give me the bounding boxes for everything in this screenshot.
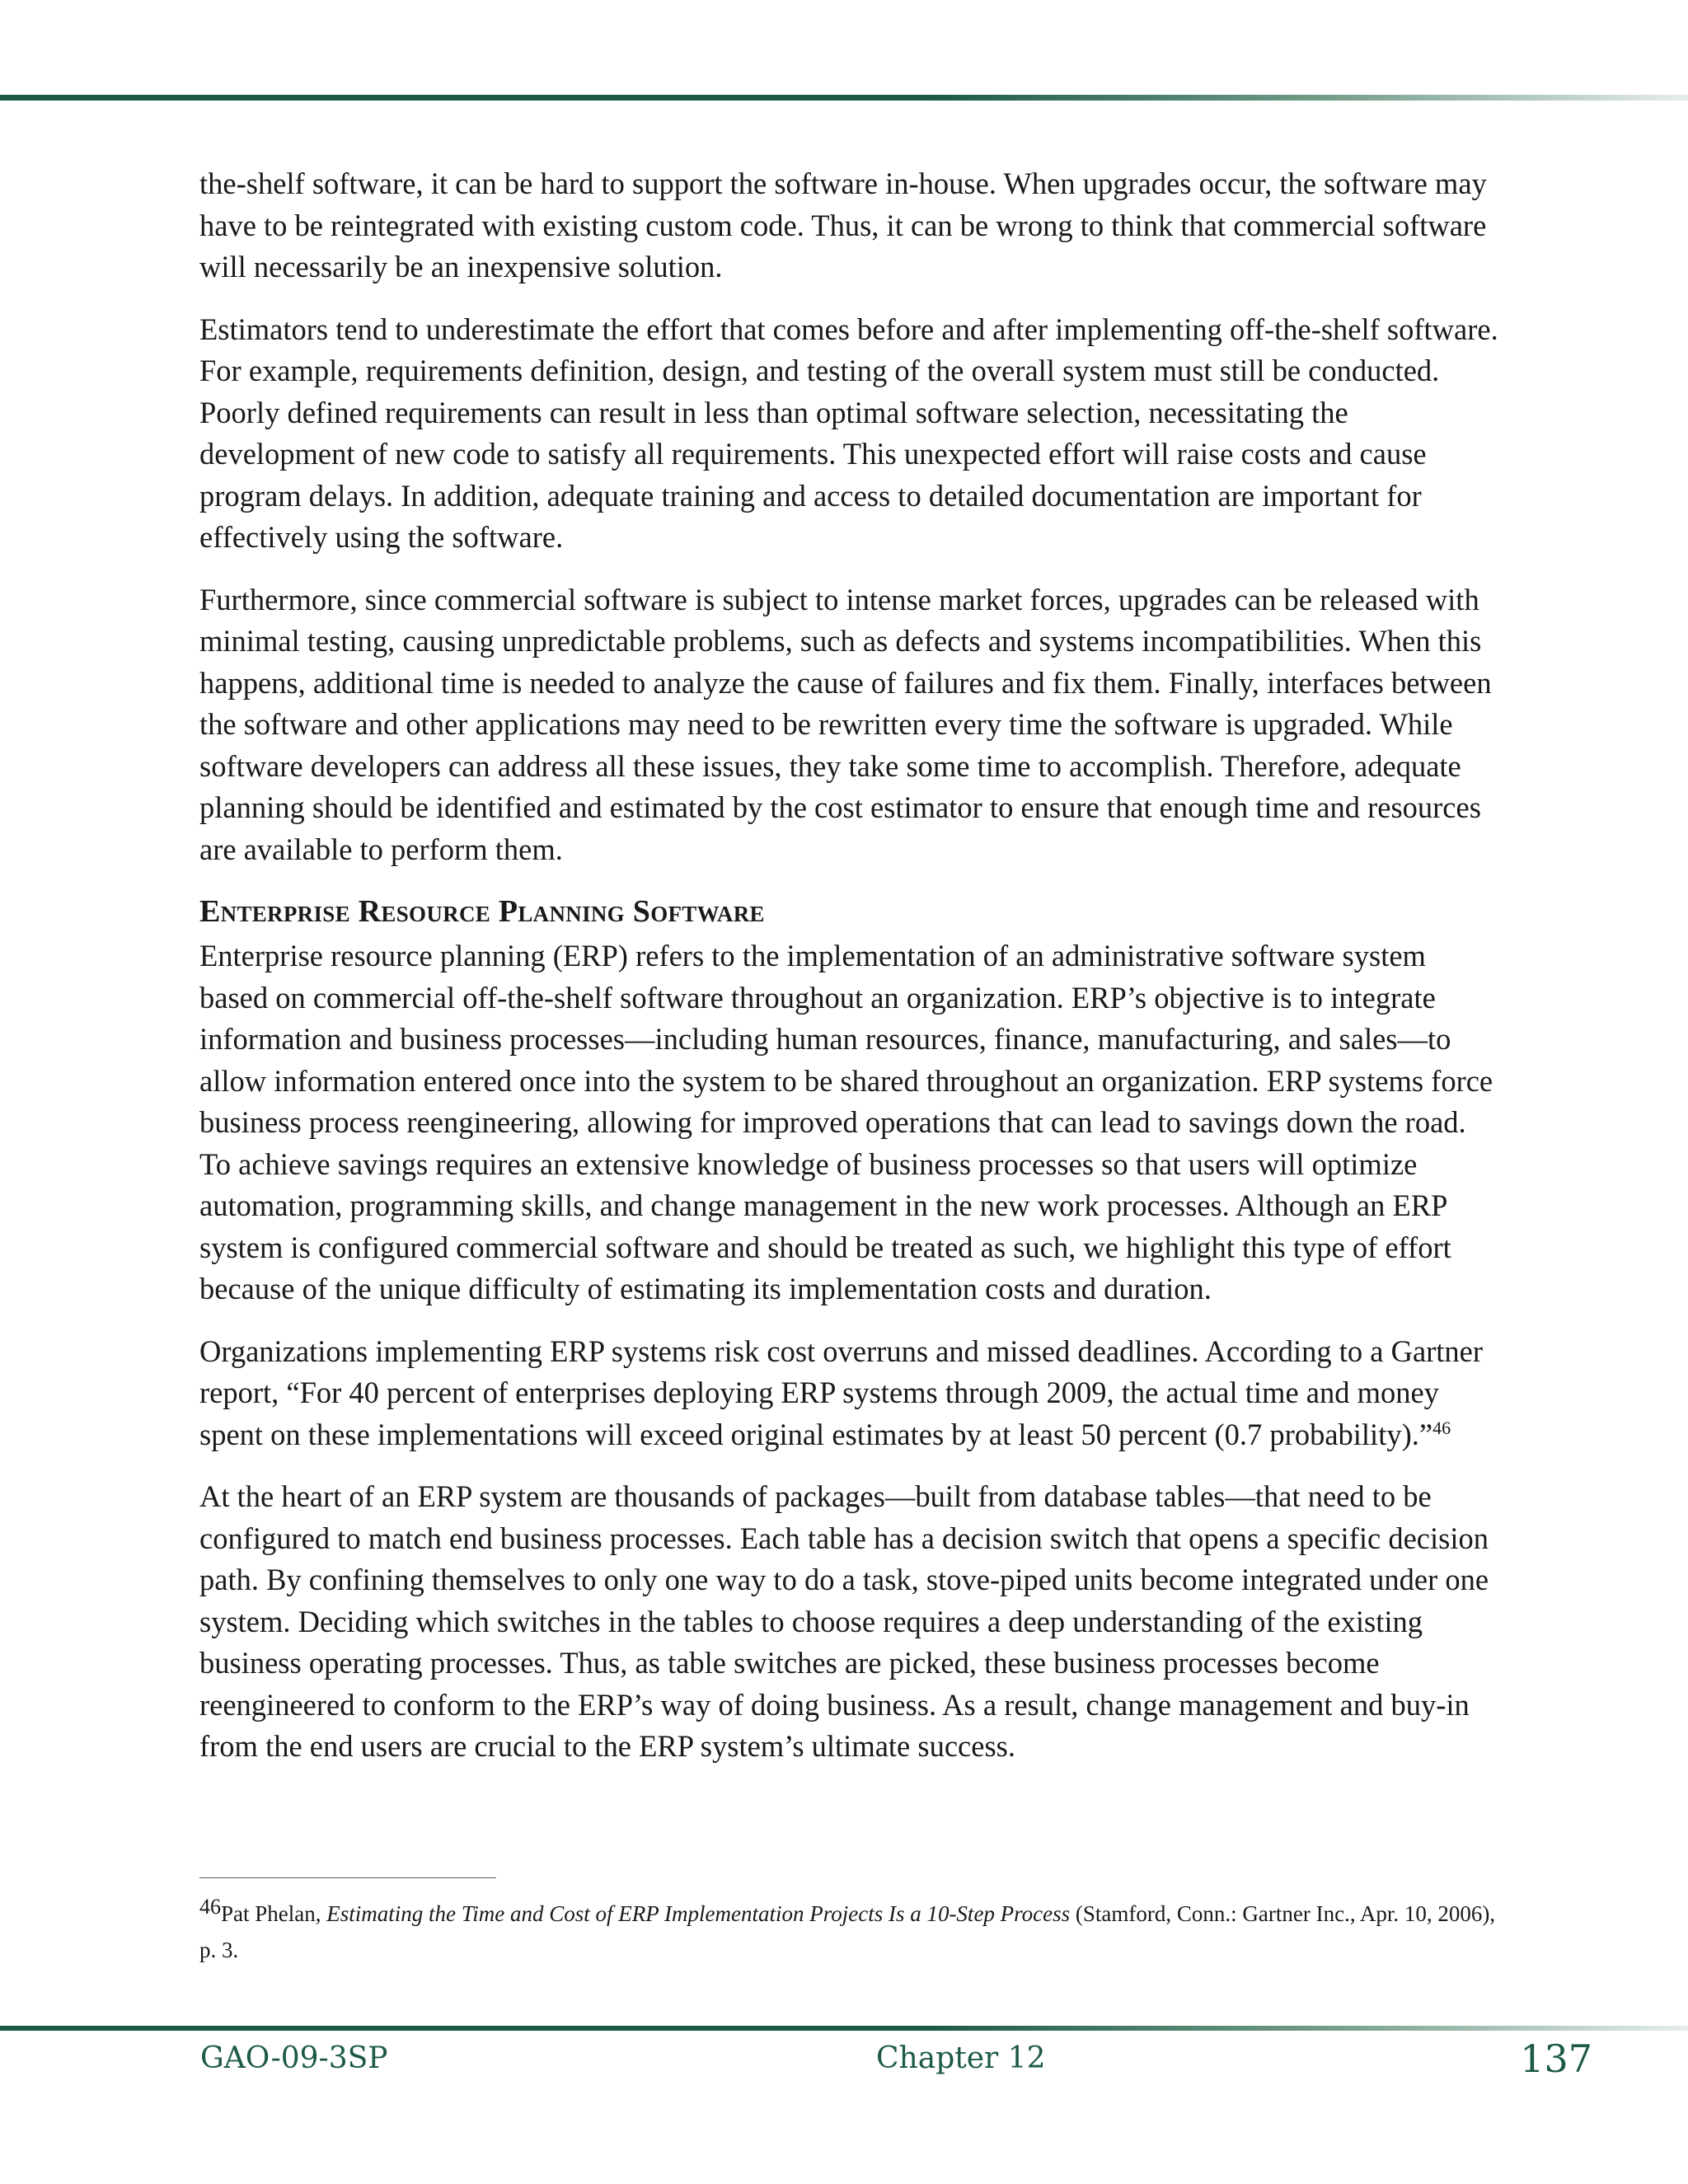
paragraph-5-text: Organizations implementing ERP systems risk cost overruns and missed deadlines. According to a Gartner report, “For 40 percent of enterprises deploying ERP systems through 2009, the actual time and money spent on these implementations will exceed original estimates by at least 50 percent (0.7 probability).” <box>199 1333 1484 1451</box>
footer-rule <box>0 2026 1688 2031</box>
footer-doc-id: GAO-09-3SP <box>200 2041 388 2075</box>
page-body <box>199 163 1502 1788</box>
footnote-author: Pat Phelan, <box>221 1901 327 1926</box>
footnote-reference[interactable]: 46 <box>1432 1417 1451 1438</box>
paragraph-5 <box>199 1331 1502 1456</box>
footer-chapter: Chapter 12 <box>876 2041 1046 2075</box>
footnote-title: Estimating the Time and Cost of ERP Implementation Projects Is a 10-Step Process <box>326 1901 1071 1926</box>
footnote-citation: (Stamford, Conn.: Gartner Inc., Apr. 10, 2006), p. 3. <box>199 1901 1496 1962</box>
footnote <box>199 1896 1502 1968</box>
paragraph-3: Furthermore, since commercial software is subject to intense market forces, upgrades can be released with minimal testing, causing unpredictable problems, such as defects and systems incompatibilities. When this happens, additional time is needed to analyze the cause of failures and fix them. Finally, interfaces between the software and other applications may need to be rewritten every time the software is upgraded. While software developers can address all these issues, they take some time to accomplish. Therefore, adequate planning should be identified and estimated by the cost estimator to ensure that enough time and resources are available to perform them. <box>199 582 1492 866</box>
paragraph-2: Estimators tend to underestimate the effort that comes before and after implementing off-the-shelf software. For example, requirements definition, design, and testing of the overall system must still be conducted. Poorly defined requirements can result in less than optimal software selection, necessitating the development of new code to satisfy all requirements. This unexpected effort will raise costs and cause program delays. In addition, adequate training and access to detailed documentation are important for effectively using the software. <box>199 312 1498 554</box>
paragraph-4: Enterprise resource planning (ERP) refers to the implementation of an administrative software system based on commercial off-the-shelf software throughout an organization. ERP’s objective is to integrate information and business processes—including human resources, finance, manufacturing, and sales—to allow information entered once into the system to be shared throughout an organization. ERP systems force business process reengineering, allowing for improved operations that can lead to savings down the road. To achieve savings requires an extensive knowledge of business processes so that users will optimize automation, programming skills, and change management in the new work processes. Although an ERP system is configured commercial software and should be treated as such, we highlight this type of effort because of the unique difficulty of estimating its implementation costs and duration. <box>199 939 1493 1305</box>
section-heading: Enterprise Resource Planning Software <box>199 894 765 929</box>
paragraph-6: At the heart of an ERP system are thousands of packages—built from database tables—that need to be configured to match end business processes. Each table has a decision switch that opens a specific decision path. By confining themselves to only one way to do a task, stove-piped units become integrated under one system. Deciding which switches in the tables to choose requires a deep understanding of the existing business operating processes. Thus, as table switches are picked, these business processes become reengineered to conform to the ERP’s way of doing business. As a result, change management and buy-in from the end users are crucial to the ERP system’s ultimate success. <box>199 1479 1489 1763</box>
footnote-divider <box>199 1877 496 1878</box>
paragraph-1: the-shelf software, it can be hard to support the software in-house. When upgrades occur, the software may have to be reintegrated with existing custom code. Thus, it can be wrong to think that commercial software will necessarily be an inexpensive solution. <box>199 166 1487 284</box>
footer-page-number: 137 <box>1520 2036 1592 2081</box>
footnote-number: 46 <box>199 1895 221 1919</box>
header-rule <box>0 95 1688 101</box>
